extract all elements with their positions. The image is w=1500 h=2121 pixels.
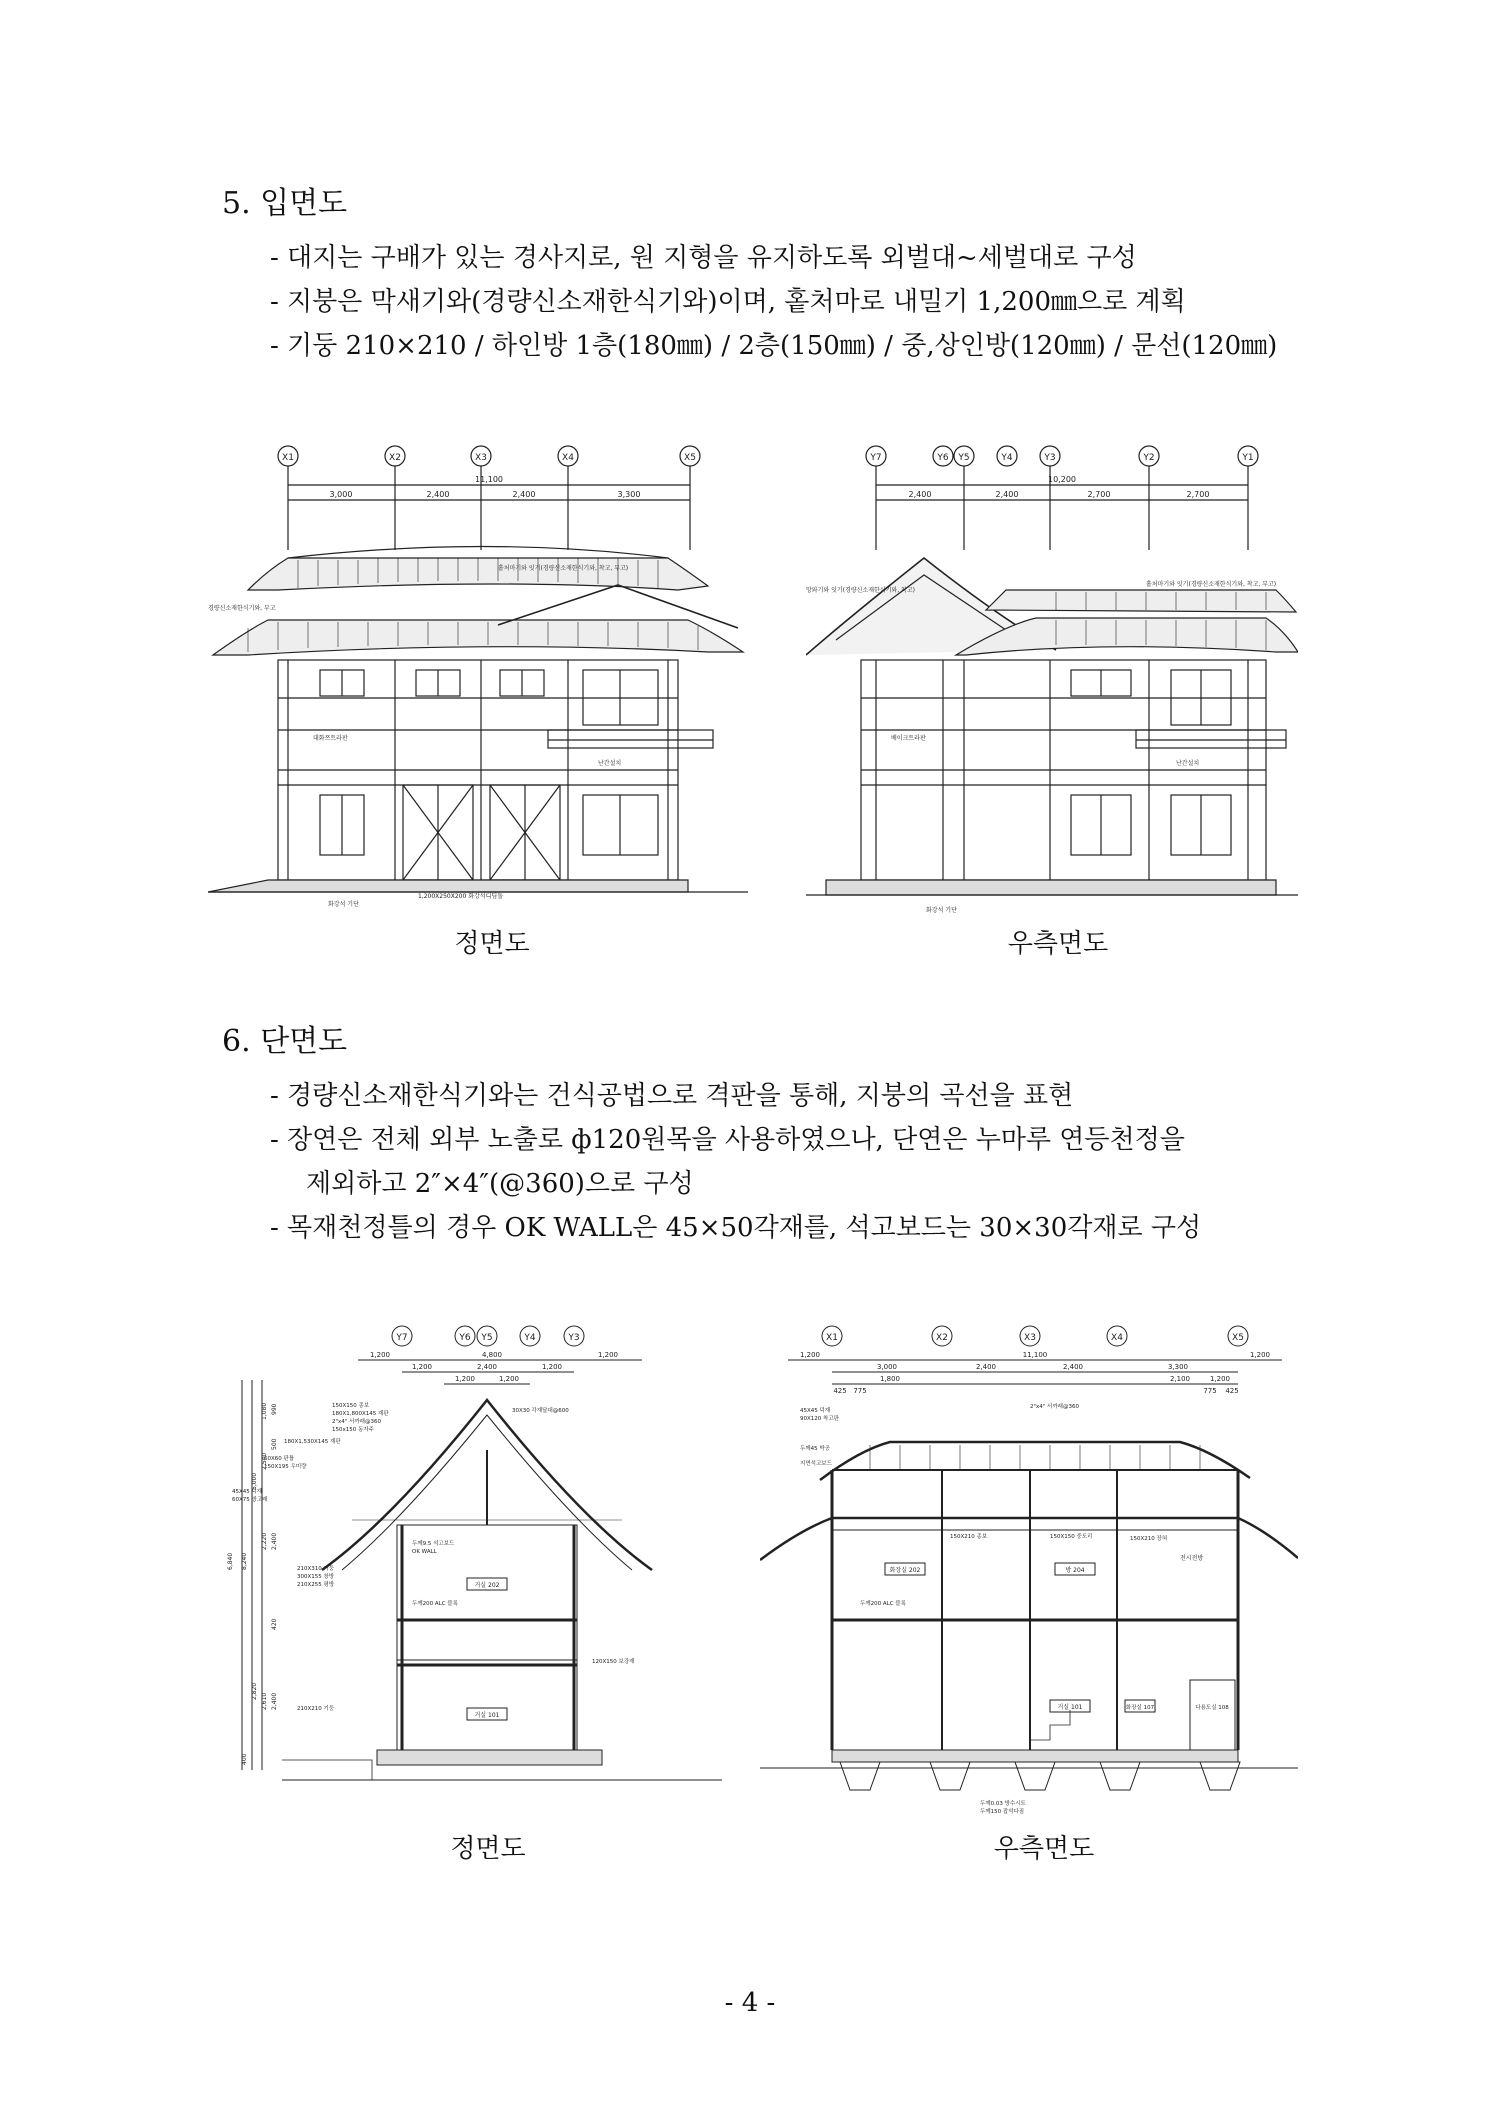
- drawing-note: 300X155 창방: [297, 1574, 335, 1580]
- drawing-note: OK WALL: [412, 1549, 437, 1555]
- room-label: 거실 101: [1057, 1704, 1083, 1711]
- drawing-note: 120X150 보강재: [592, 1659, 635, 1665]
- grid-label: Y4: [1001, 453, 1013, 463]
- drawing-note: 두께200 ALC 블록: [412, 1601, 458, 1607]
- grid-label: Y2: [1143, 453, 1155, 463]
- dimension: 2,100: [1169, 1375, 1191, 1383]
- drawing-note: 90X120 착고판: [800, 1416, 839, 1422]
- dimension: 1,200: [799, 1351, 821, 1359]
- room-label: 전시전방: [1180, 1555, 1204, 1562]
- dimension: 2,700: [1186, 490, 1210, 499]
- overall-dimension: 10,200: [1048, 475, 1076, 484]
- grid-label: Y7: [870, 453, 882, 463]
- front-elevation-drawing: [208, 440, 748, 920]
- drawing-note: 화강석 기단: [926, 907, 957, 914]
- bullet: - 경량신소재한식기와는 건식공법으로 격판을 통해, 지붕의 곡선을 표현: [270, 1081, 1074, 1111]
- drawing-note: 150X150 종보: [332, 1403, 370, 1409]
- drawing-note: 두께0.03 방수시트: [980, 1801, 1026, 1807]
- bullet: - 지붕은 막새기와(경량신소재한식기와)이며, 홑처마로 내밀기 1,200㎜으로 계획: [270, 287, 1186, 317]
- drawing-note: 210X210 기둥: [297, 1706, 335, 1712]
- bullet: - 기둥 210×210 / 하인방 1층(180㎜) / 2층(150㎜) / 중,상인방(120㎜) / 문선(120㎜): [270, 331, 1278, 361]
- dimension: 1,200: [1249, 1351, 1271, 1359]
- height-dimension: 2,400: [271, 1532, 278, 1550]
- dimension: 1,200: [541, 1363, 563, 1371]
- overall-dimension: 11,100: [475, 475, 503, 484]
- height-dimension: 2,400: [271, 1692, 278, 1710]
- front-section-drawing: [222, 1320, 742, 1820]
- room-label: 방 204: [1065, 1567, 1085, 1574]
- drawing-note: 홑처마기와 잇기(경량신소재한식기와, 착고, 부고): [498, 565, 629, 572]
- height-dimension: 2,540: [261, 1452, 268, 1470]
- dimension: 2,400: [908, 490, 932, 499]
- dimension: 3,000: [876, 1363, 898, 1371]
- dimension: 3,000: [329, 490, 353, 499]
- height-dimension: 500: [271, 1438, 278, 1450]
- dimension: 1,200: [597, 1351, 619, 1359]
- grid-label: Y6: [459, 1333, 471, 1343]
- drawing-note: 150X210 장혀: [1130, 1536, 1168, 1542]
- grid-label: X2: [936, 1333, 948, 1343]
- right-section-drawing: [760, 1320, 1298, 1820]
- section-title-section: 6. 단면도: [222, 1024, 348, 1059]
- overall-dimension: 4,800: [481, 1351, 503, 1359]
- dimension: 1,200: [498, 1375, 520, 1383]
- drawing-note: 150X210 종보: [950, 1534, 988, 1540]
- drawing-note: 화강석 기단: [328, 901, 359, 908]
- dimension: 3,300: [1167, 1363, 1189, 1371]
- section-title-elevation: 5. 입면도: [222, 186, 348, 221]
- drawing-note: 60X60 판틀: [264, 1456, 295, 1462]
- drawing-note: 30X30 각재달대@600: [512, 1408, 569, 1414]
- grid-label: Y6: [937, 453, 949, 463]
- height-dimension: 2,820: [251, 1682, 258, 1700]
- height-dimension: 2,610: [261, 1692, 268, 1710]
- height-dimension: 420: [271, 1618, 278, 1630]
- room-label: 화장실 107: [1125, 1705, 1155, 1711]
- bullet: - 대지는 구배가 있는 경사지로, 원 지형을 유지하도록 외벌대~세벌대로 구성: [270, 243, 1137, 273]
- dimension: 3,300: [617, 490, 641, 499]
- grid-label: X1: [282, 453, 294, 463]
- drawing-note: 1,200X250X200 화강석디딤돌: [418, 893, 503, 900]
- dimension: 2,400: [975, 1363, 997, 1371]
- grid-label: X1: [826, 1333, 838, 1343]
- bullet: [270, 1162, 1201, 1206]
- drawing-note: 베이크트라판: [891, 735, 926, 742]
- drawing-note: 대화쯔트라판: [313, 735, 348, 742]
- height-dimension: 990: [271, 1403, 278, 1415]
- grid-label: Y4: [524, 1333, 536, 1343]
- height-dimension: 5,000: [251, 1472, 258, 1490]
- grid-label: X4: [562, 453, 574, 463]
- drawing-note: 150x150 동자주: [332, 1427, 374, 1433]
- drawing-note: 2"x4" 서까래@360: [1030, 1404, 1079, 1410]
- right-elevation-drawing: [806, 440, 1298, 920]
- drawing-note: 45X45 덕재: [232, 1489, 263, 1495]
- drawing-note: 180X1,800X145 재판: [332, 1411, 389, 1417]
- caption-front-section: 정면도: [450, 1834, 526, 1864]
- height-dimension: 2,220: [261, 1532, 268, 1550]
- grid-label: Y5: [481, 1333, 493, 1343]
- grid-label: X3: [1024, 1333, 1036, 1343]
- dimension: 1,200: [411, 1363, 433, 1371]
- grid-label: X3: [475, 453, 487, 463]
- drawing-note: 지면석고보드: [800, 1461, 832, 1467]
- height-dimension: 8,240: [241, 1552, 248, 1570]
- grid-label: Y1: [1242, 453, 1254, 463]
- drawing-note: 망와기와 잇기(경량신소재한식기와, 착고): [806, 587, 915, 594]
- height-dimension: 6,840: [227, 1552, 234, 1570]
- dimension: 2,400: [476, 1363, 498, 1371]
- overall-dimension: 11,100: [1022, 1351, 1048, 1359]
- drawing-note: 210X310 기둥: [297, 1566, 335, 1572]
- room-label: 다용도실 108: [1195, 1705, 1229, 1711]
- drawing-note: 150X195 우미량: [264, 1464, 307, 1470]
- dimension: 775: [1203, 1387, 1217, 1395]
- drawing-note: 두께9.5 석고보드: [412, 1541, 455, 1547]
- dimension: 1,800: [879, 1375, 901, 1383]
- dimension: 2,400: [995, 490, 1019, 499]
- dimension: 2,400: [426, 490, 450, 499]
- drawing-note: 경량신소재한식기와, 부고: [208, 605, 276, 612]
- grid-label: Y7: [396, 1333, 408, 1343]
- drawing-note: 두께45 박공: [800, 1446, 830, 1452]
- section-bullets: [270, 1074, 1201, 1250]
- grid-label: X4: [1111, 1333, 1123, 1343]
- drawing-note: 홑처마기와 잇기(경량신소재한식기와, 착고, 부고): [1146, 581, 1277, 588]
- dimension: 1,200: [369, 1351, 391, 1359]
- bullet: - 목재천정틀의 경우 OK WALL은 45×50각재를, 석고보드는 30×30각재로 구성: [270, 1213, 1202, 1243]
- elevation-bullets: [270, 236, 1277, 368]
- grid-label: Y3: [1044, 453, 1056, 463]
- bullet: - 장연은 전체 외부 노출로 ф120원목을 사용하였으나, 단연은 누마루 연등천정을: [270, 1125, 1185, 1155]
- grid-label: X5: [1232, 1333, 1244, 1343]
- caption-right-elevation: 우측면도: [1007, 929, 1109, 959]
- dimension: 775: [853, 1387, 867, 1395]
- room-label: 거실 202: [474, 1582, 500, 1589]
- grid-label: X5: [684, 453, 696, 463]
- room-label: 거실 101: [474, 1712, 500, 1719]
- drawing-note: 45X45 덕재: [800, 1408, 831, 1414]
- grid-label: X2: [389, 453, 401, 463]
- caption-front-elevation: 정면도: [454, 929, 530, 959]
- page-number: - 4 -: [724, 1988, 776, 2018]
- dimension: 1,200: [454, 1375, 476, 1383]
- dimension: 2,400: [512, 490, 536, 499]
- drawing-note: 60X75 방고래: [232, 1497, 268, 1503]
- dimension: 425: [1225, 1387, 1239, 1395]
- dimension: 2,400: [1062, 1363, 1084, 1371]
- height-dimension: 400: [241, 1753, 248, 1765]
- room-label: 화장실 202: [889, 1567, 921, 1574]
- drawing-note: 난간설치: [598, 760, 622, 767]
- grid-bubbles: [278, 446, 700, 466]
- height-dimension: 1,080: [261, 1402, 268, 1420]
- caption-right-section: 우측면도: [993, 1834, 1095, 1864]
- drawing-note: 난간설치: [1176, 760, 1200, 767]
- drawing-note: 2"x4" 서까래@360: [332, 1419, 381, 1425]
- drawing-note: 두께200 ALC 블록: [860, 1601, 906, 1607]
- drawing-note: 두께150 잡석다짐: [980, 1809, 1025, 1815]
- grid-label: Y5: [958, 453, 970, 463]
- dimension: 2,700: [1087, 490, 1111, 499]
- dimension: 425: [833, 1387, 847, 1395]
- drawing-note: 150X150 중도리: [1050, 1534, 1093, 1540]
- dimension: 1,200: [1209, 1375, 1231, 1383]
- grid-label: Y3: [568, 1333, 580, 1343]
- drawing-note: 210X255 평방: [297, 1582, 335, 1588]
- bullet-continuation: 제외하고 2″×4″(@360)으로 구성: [306, 1169, 694, 1199]
- drawing-note: 180X1,530X145 재판: [284, 1439, 341, 1445]
